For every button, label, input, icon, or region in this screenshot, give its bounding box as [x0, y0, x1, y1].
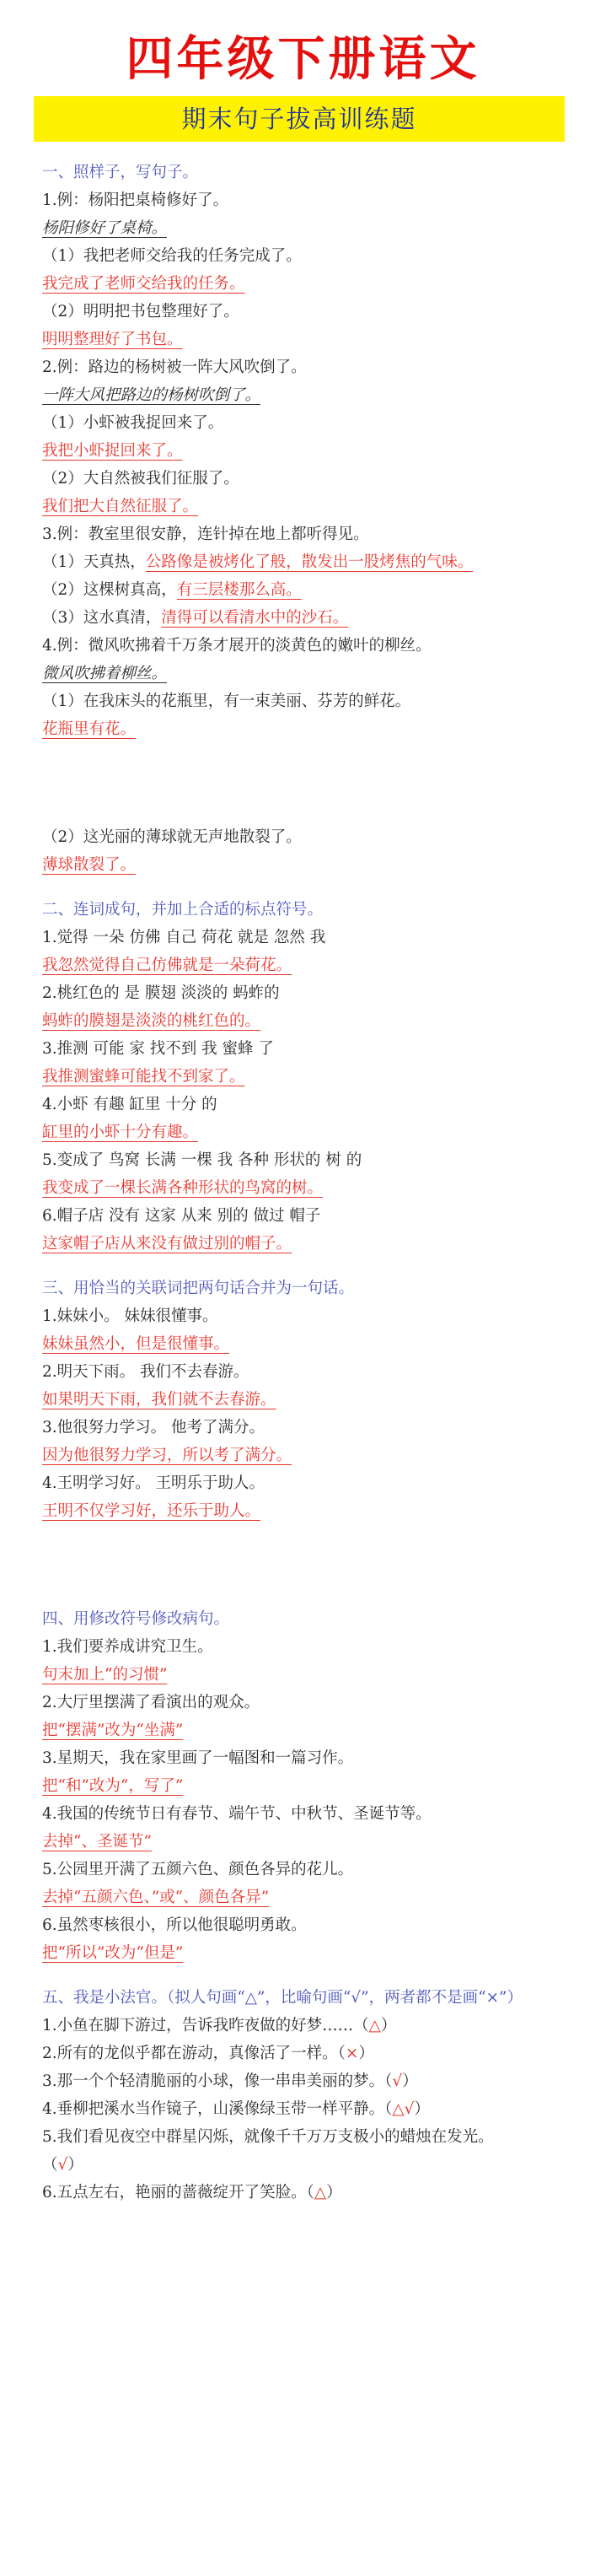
s5-mark-2: × — [345, 2045, 359, 2062]
s2-question-5: 5.变成了 鸟窝 长满 一棵 我 各种 形状的 树 的 — [42, 1151, 362, 1169]
s1-answer-6: 有三层楼那么高。 — [176, 581, 302, 599]
s2-question-3: 3.推测 可能 家 找不到 我 蜜蜂 了 — [42, 1040, 274, 1058]
s4-answer-4: 去掉“、圣诞节” — [42, 1833, 152, 1851]
s4-question-4: 4.我国的传统节日有春节、端午节、中秋节、圣诞节等。 — [42, 1805, 432, 1823]
s1-answer-8: 花瓶里有花。 — [42, 720, 137, 738]
s4-question-2: 2.大厅里摆满了看演出的观众。 — [42, 1694, 260, 1711]
s1-answer-3: 我把小虾捉回来了。 — [42, 442, 183, 460]
section-1-heading: 一、照样子，写句子。 — [42, 164, 199, 181]
s2-question-1: 1.觉得 一朵 仿佛 自己 荷花 就是 忽然 我 — [42, 929, 326, 946]
s1-example-1-answer: 杨阳修好了桌椅。 — [42, 219, 168, 237]
s3-answer-3: 因为他很努力学习，所以考了满分。 — [42, 1447, 292, 1464]
s2-answer-1: 我忽然觉得自己仿佛就是一朵荷花。 — [42, 957, 292, 974]
s1-example-2: 2.例：路边的杨树被一阵大风吹倒了。 — [42, 358, 307, 376]
s1-question-2: （2）明明把书包整理好了。 — [42, 303, 239, 321]
s4-question-5: 5.公园里开满了五颜六色、颜色各异的花儿。 — [42, 1861, 354, 1878]
s5-question-1: 1.小鱼在脚下游过，告诉我昨夜做的好梦……（△） — [42, 2017, 397, 2034]
s5-question-2: 2.所有的龙似乎都在游动，真像活了一样。（×） — [42, 2045, 374, 2062]
s2-answer-5: 我变成了一棵长满各种形状的鸟窝的树。 — [42, 1179, 324, 1197]
s4-answer-6: 把“所以”改为“但是” — [42, 1944, 184, 1962]
s2-answer-2: 蚂蚱的膜翅是淡淡的桃红色的。 — [42, 1012, 261, 1030]
s1-example-1: 1.例：杨阳把桌椅修好了。 — [42, 191, 229, 209]
s1-question-1: （1）我把老师交给我的任务完成了。 — [42, 247, 302, 265]
s1-question-7: （3）这水真清，清得可以看清水中的沙石。 — [42, 609, 349, 627]
s1-question-6: （2）这棵树真高，有三层楼那么高。 — [42, 581, 302, 599]
s5-question-3: 3.那一个个轻清脆丽的小球，像一串串美丽的梦。（√） — [42, 2072, 418, 2090]
s5-mark-6: △ — [314, 2184, 327, 2201]
s4-question-6: 6.虽然枣核很小，所以他很聪明勇敢。 — [42, 1916, 307, 1934]
s1-answer-2: 明明整理好了书包。 — [42, 331, 183, 348]
s5-mark-4: △√ — [392, 2100, 415, 2118]
s3-question-3: 3.他很努力学习。 他考了满分。 — [42, 1419, 265, 1436]
s1-answer-5: 公路像是被烤化了般，散发出一股烤焦的气味。 — [145, 553, 474, 571]
s1-answer-7: 清得可以看清水中的沙石。 — [161, 609, 349, 627]
s3-answer-4: 王明不仅学习好，还乐于助人。 — [42, 1502, 261, 1520]
s5-question-6: 6.五点左右，艳丽的蔷薇绽开了笑脸。（△） — [42, 2184, 342, 2201]
s1-example-4-answer: 微风吹拂着柳丝。 — [42, 665, 168, 682]
s3-answer-2: 如果明天下雨，我们就不去春游。 — [42, 1391, 276, 1409]
s2-answer-6: 这家帽子店从来没有做过别的帽子。 — [42, 1235, 292, 1253]
section-2-heading: 二、连词成句，并加上合适的标点符号。 — [42, 901, 324, 919]
s2-answer-3: 我推测蜜蜂可能找不到家了。 — [42, 1068, 245, 1086]
s3-question-4: 4.王明学习好。 王明乐于助人。 — [42, 1474, 265, 1492]
s4-answer-2: 把“摆满”改为“坐满” — [42, 1722, 184, 1739]
s4-answer-3: 把“和”改为“，写了” — [42, 1777, 184, 1795]
s2-question-6: 6.帽子店 没有 这家 从来 别的 做过 帽子 — [42, 1207, 321, 1225]
s1-example-2-answer: 一阵大风把路边的杨树吹倒了。 — [42, 386, 261, 404]
s1-answer-1: 我完成了老师交给我的任务。 — [42, 275, 245, 293]
s1-question-8: （1）在我床头的花瓶里，有一束美丽、芬芳的鲜花。 — [42, 693, 411, 710]
s5-mark-5: √ — [57, 2156, 68, 2174]
page-title: 四年级下册语文 — [126, 32, 480, 87]
section-4-heading: 四、用修改符号修改病句。 — [42, 1610, 230, 1628]
s5-mark-1: △ — [368, 2017, 381, 2034]
s2-answer-4: 缸里的小虾十分有趣。 — [42, 1124, 199, 1141]
s3-answer-1: 妹妹虽然小，但是很懂事。 — [42, 1335, 230, 1353]
s1-answer-4: 我们把大自然征服了。 — [42, 498, 199, 515]
s1-example-4: 4.例：微风吹拂着千万条才展开的淡黄色的嫩叶的柳丝。 — [42, 637, 432, 655]
s1-question-4: （2）大自然被我们征服了。 — [42, 470, 239, 488]
s5-question-5-cont: （√） — [42, 2156, 83, 2174]
subtitle-banner: 期末句子拔高训练题 — [34, 96, 565, 142]
worksheet-content — [42, 159, 582, 2207]
s4-question-3: 3.星期天，我在家里画了一幅图和一篇习作。 — [42, 1749, 354, 1767]
s5-question-4: 4.垂柳把溪水当作镜子，山溪像绿玉带一样平静。（△√） — [42, 2100, 430, 2118]
s4-answer-1: 句末加上“的习惯” — [42, 1666, 168, 1684]
s1-answer-9: 薄球散裂了。 — [42, 856, 137, 874]
s5-question-5: 5.我们看见夜空中群星闪烁，就像千千万万支极小的蜡烛在发光。 — [42, 2128, 494, 2146]
s4-question-1: 1.我们要养成讲究卫生。 — [42, 1638, 213, 1656]
s1-example-3: 3.例：教室里很安静，连针掉在地上都听得见。 — [42, 525, 369, 543]
s3-question-2: 2.明天下雨。 我们不去春游。 — [42, 1363, 249, 1381]
s1-question-9: （2）这光丽的薄球就无声地散裂了。 — [42, 828, 302, 846]
section-5-heading: 五、我是小法官。（拟人句画“△”，比喻句画“√”，两者都不是画“×”） — [42, 1989, 523, 2007]
s4-answer-5: 去掉“五颜六色、”或“、颜色各异” — [42, 1889, 270, 1906]
s1-question-3: （1）小虾被我捉回来了。 — [42, 414, 224, 432]
s2-question-2: 2.桃红色的 是 膜翅 淡淡的 蚂蚱的 — [42, 984, 280, 1002]
section-3-heading: 三、用恰当的关联词把两句话合并为一句话。 — [42, 1280, 355, 1297]
s5-mark-3: √ — [392, 2072, 403, 2090]
s2-question-4: 4.小虾 有趣 缸里 十分 的 — [42, 1096, 217, 1113]
s3-question-1: 1.妹妹小。 妹妹很懂事。 — [42, 1307, 218, 1325]
s1-question-5: （1）天真热，公路像是被烤化了般，散发出一股烤焦的气味。 — [42, 553, 474, 571]
